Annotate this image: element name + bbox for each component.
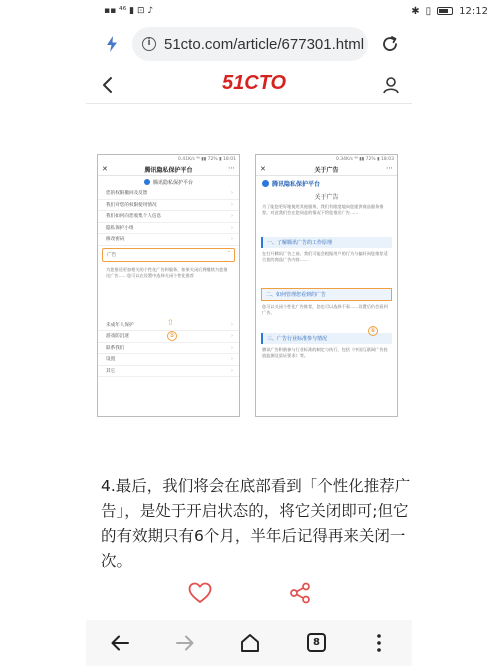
phone-ad-label: 广告 bbox=[107, 252, 117, 258]
phone-status-bar: 0.41K/s ⁴⁶ ▮▮ 72% ▮ 18:01 bbox=[178, 157, 236, 162]
arrow-up-icon: ⇧ bbox=[167, 318, 174, 327]
close-icon: ✕ bbox=[260, 165, 266, 173]
chevron-right-icon: › bbox=[231, 344, 233, 351]
phone-brand bbox=[98, 176, 239, 188]
phone-list-label: 游戏防沉迷 bbox=[106, 334, 129, 340]
phone-intro-text: 为了能您更好地使用其他服务，我们有限度地向您提供商品服务推荐，对此我们会在您同意的情况下给您推送广告…… bbox=[262, 204, 384, 215]
phone-screenshot-left bbox=[97, 154, 240, 417]
forward-icon[interactable] bbox=[174, 632, 196, 654]
phone-list-item bbox=[98, 234, 239, 246]
phone-section-heading-highlighted: 二、如何管理您看到的广告 bbox=[261, 288, 392, 301]
phone-list-label: 我们对您的权限使用情况 bbox=[106, 202, 157, 208]
phone-list-label: 您的权限撤回及反馈 bbox=[106, 191, 148, 197]
phone-section-heading: 三、广告行业标准参与情况 bbox=[261, 333, 392, 344]
step-marker: ⑥ bbox=[368, 326, 378, 336]
phone-section-text: 在打开腾讯广告之前，我们可能会根据用户的行为与偏好向您推荐适合您的商品广告内容…… bbox=[262, 251, 388, 262]
chevron-right-icon: › bbox=[231, 356, 233, 363]
phone-list-label: 未成年人保护 bbox=[106, 322, 134, 328]
vibrate-icon: ▯ bbox=[425, 5, 432, 17]
phone-list-label: 联系我们 bbox=[106, 345, 125, 351]
phone-title: 关于广告 bbox=[314, 167, 339, 174]
phone-ad-note: 为您推送更加相关的个性化广告和服务，如果关闭后将继续为您推送广告……您可以在设置中选择关闭个性化推荐 bbox=[106, 266, 228, 278]
chevron-right-icon: › bbox=[231, 201, 233, 208]
phone-list-item bbox=[98, 366, 239, 378]
article-image bbox=[97, 154, 406, 417]
phone-brand-text: 腾讯隐私保护平台 bbox=[272, 180, 321, 188]
back-arrow-icon[interactable] bbox=[100, 76, 116, 94]
chevron-right-icon: › bbox=[231, 190, 233, 197]
phone-page-heading: 关于广告 bbox=[314, 194, 339, 201]
back-icon[interactable] bbox=[109, 632, 131, 654]
address-bar[interactable] bbox=[132, 27, 368, 61]
status-left-text: ▪▪ ⁴⁶ ▮ ⊡ ♪ bbox=[104, 6, 154, 16]
more-menu-icon[interactable] bbox=[368, 632, 390, 654]
brand-logo-icon bbox=[144, 179, 150, 185]
status-bar bbox=[0, 0, 500, 22]
phone-list-item bbox=[98, 188, 239, 200]
chevron-right-icon: › bbox=[231, 213, 233, 220]
phone-list-item bbox=[98, 343, 239, 355]
phone-section-heading: 一、了解腾讯广告的工作原理 bbox=[261, 237, 392, 248]
chevron-right-icon: › bbox=[231, 236, 233, 243]
tabs-count-button[interactable]: 8 bbox=[307, 633, 326, 652]
close-icon: ✕ bbox=[102, 165, 108, 173]
phone-screenshot-right bbox=[255, 154, 398, 417]
phone-list-label: 其它 bbox=[106, 368, 116, 374]
status-indicators bbox=[104, 6, 153, 16]
site-logo[interactable]: 51CTO bbox=[222, 72, 287, 94]
user-icon[interactable] bbox=[382, 76, 400, 94]
chevron-right-icon: › bbox=[231, 367, 233, 374]
info-icon[interactable]: i bbox=[142, 37, 156, 51]
chevron-right-icon: › bbox=[231, 224, 233, 231]
heart-icon[interactable] bbox=[188, 582, 212, 604]
battery-icon bbox=[437, 7, 453, 15]
phone-list-label: 修改密码 bbox=[106, 237, 125, 243]
phone-ad-row-highlighted bbox=[102, 248, 235, 262]
lightning-icon[interactable] bbox=[102, 34, 122, 54]
step-marker: ⑤ bbox=[167, 331, 177, 341]
chevron-right-icon: › bbox=[231, 333, 233, 340]
status-right bbox=[411, 6, 488, 17]
url-text[interactable]: 51cto.com/article/677301.html bbox=[164, 35, 365, 53]
share-icon[interactable] bbox=[289, 582, 311, 604]
phone-brand-text: 腾讯隐私保护平台 bbox=[152, 179, 193, 186]
more-icon: ⋯ bbox=[228, 164, 235, 172]
phone-section-text: 您可以关闭个性化广告推荐，您也可以选择不看……设置后仍会看到广告。 bbox=[262, 304, 388, 315]
phone-status-bar: 0.34K/s ⁴⁶ ▮▮ 72% ▮ 18:03 bbox=[336, 157, 394, 162]
phone-brand bbox=[256, 176, 397, 190]
phone-list-item bbox=[98, 200, 239, 212]
phone-list-label: 设置 bbox=[106, 357, 116, 363]
phone-list-item bbox=[98, 211, 239, 223]
browser-toolbar bbox=[0, 24, 500, 64]
phone-list-label: 隐私保护小组 bbox=[106, 225, 134, 231]
bluetooth-icon: ✱ bbox=[411, 5, 420, 17]
clock: 12:12 bbox=[459, 5, 488, 17]
phone-title-bar bbox=[98, 164, 239, 176]
more-icon: ⋯ bbox=[386, 164, 393, 172]
phone-title-bar bbox=[256, 164, 397, 176]
chevron-down-icon: ˇ bbox=[227, 252, 230, 257]
site-header bbox=[86, 68, 412, 104]
browser-bottom-nav bbox=[86, 620, 412, 666]
article-paragraph: 4.最后，我们将会在底部看到「个性化推荐广告」，是处于开启状态的，将它关闭即可;但它的有效期只有6个月，半年后记得再来关闭一次。 bbox=[101, 477, 411, 570]
phone-list-item bbox=[98, 354, 239, 366]
phone-list-item bbox=[98, 223, 239, 235]
chevron-right-icon: › bbox=[231, 321, 233, 328]
brand-logo-icon bbox=[262, 180, 269, 187]
phone-section-text: 腾讯广告积极参与行业标准的制定与执行，包括《中国互联网广告投放监测及验证要求》等。 bbox=[262, 347, 388, 358]
phone-title: 腾讯隐私保护平台 bbox=[144, 167, 193, 174]
phone-list-label: 我们如何向您收集个人信息 bbox=[106, 214, 162, 220]
reload-icon[interactable] bbox=[380, 34, 400, 54]
home-icon[interactable] bbox=[239, 632, 261, 654]
